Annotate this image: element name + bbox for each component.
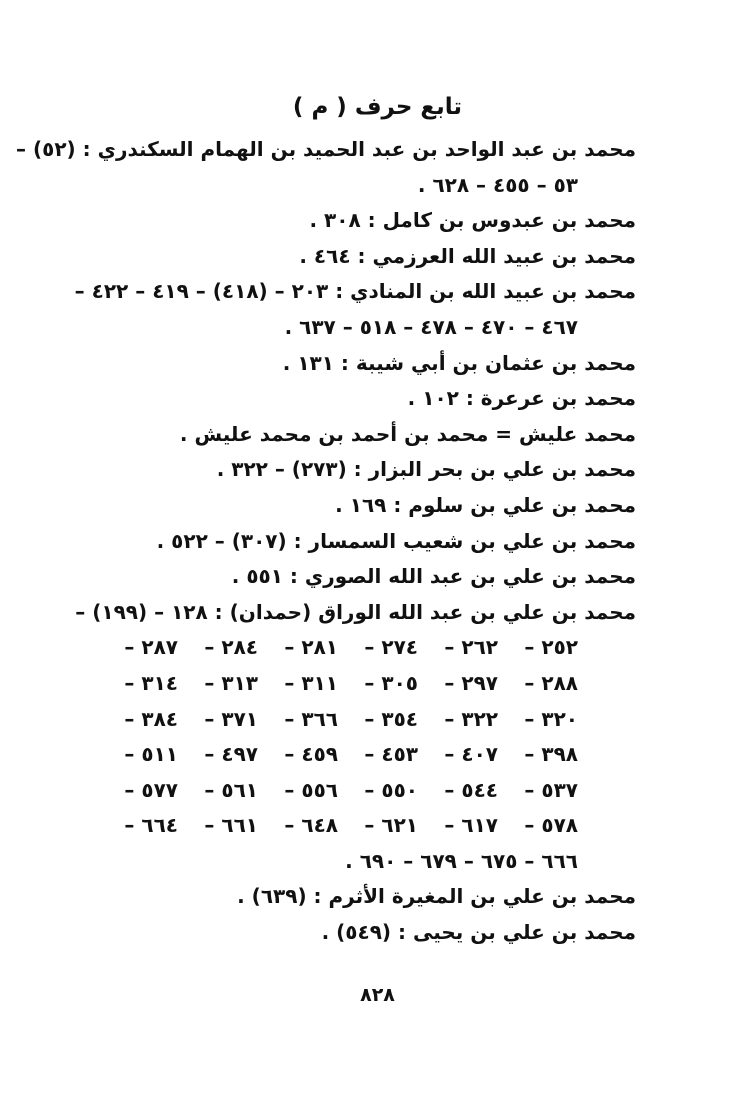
index-entry-continuation: ٥٣ – ٤٥٥ – ٦٢٨ . [417,172,578,197]
page-reference: ٥٤٤ – [444,777,498,802]
index-entry: محمد بن عبدوس بن كامل : ٣٠٨ . [309,208,636,233]
page-reference-row [96,773,636,809]
page-reference: ٦٤٨ – [284,813,338,838]
page-number: ٨٢٨ [360,984,395,1006]
page-reference: ٥٦١ – [204,777,258,802]
page-reference: ٣٦٦ – [284,706,338,731]
page-reference: ٤٥٣ – [364,742,418,767]
index-entries [16,132,636,951]
page-reference-row [96,630,636,666]
page-reference: ٣٠٥ – [364,670,418,695]
page-reference: ٦٦١ – [204,813,258,838]
page-reference: ٢٨٧ – [124,635,178,660]
index-entry-continuation: ٤٦٧ – ٤٧٠ – ٤٧٨ – ٥١٨ – ٦٣٧ . [284,314,578,339]
page-reference-row [96,808,636,844]
index-entry-continuation: ٦٦٦ – ٦٧٥ – ٦٧٩ – ٦٩٠ . [345,848,578,873]
page-reference: ٥٧٨ – [524,813,578,838]
page-reference: ٤٥٩ – [284,742,338,767]
page-reference: ٣٨٤ – [124,706,178,731]
page-reference: ٢٨٤ – [204,635,258,660]
index-entry: محمد عليش = محمد بن أحمد بن محمد عليش . [179,421,636,446]
page-reference: ٣١٤ – [124,670,178,695]
page-reference: ٢٩٧ – [444,670,498,695]
page-reference: ٣٥٤ – [364,706,418,731]
page-reference-row [96,702,636,738]
page-reference: ٣٢٠ – [524,706,578,731]
index-entry: محمد بن عبد الواحد بن عبد الحميد بن الهمام السكندري : (٥٢) – [16,137,636,161]
index-entry: محمد بن علي بن عبد الله الصوري : ٥٥١ . [231,564,636,589]
page-reference: ٦٦٤ – [124,813,178,838]
page-reference: ٥٧٧ – [124,777,178,802]
page-reference: ٢٧٤ – [364,635,418,660]
index-entry: محمد بن علي بن شعيب السمسار : (٣٠٧) – ٥٢٢ . [156,528,636,553]
page-reference: ٤٩٧ – [204,742,258,767]
page-reference-row [96,737,636,773]
index-entry: محمد بن عبيد الله العرزمي : ٤٦٤ . [299,243,636,268]
page-reference: ٤٠٧ – [444,742,498,767]
page-reference: ٦٢١ – [364,813,418,838]
index-entry: محمد بن عبيد الله بن المنادي : ٢٠٣ – (٤١٨) – ٤١٩ – ٤٢٢ – [74,279,636,304]
index-entry: محمد بن عثمان بن أبي شيبة : ١٣١ . [282,350,636,375]
page-reference: ٢٥٢ – [524,635,578,660]
section-heading: تابع حرف ( م ) [292,94,463,120]
page-reference: ٥٥٦ – [284,777,338,802]
index-entry: محمد بن علي بن عبد الله الوراق (حمدان) : ١٢٨ – (١٩٩) – [75,599,636,624]
page-reference: ٣٧١ – [204,706,258,731]
page-reference: ٥١١ – [124,742,178,767]
index-entry: محمد بن علي بن بحر البزار : (٢٧٣) – ٣٢٢ . [216,457,636,482]
page-reference: ٢٨٨ – [524,670,578,695]
page-reference: ٥٣٧ – [524,777,578,802]
page-reference: ٣١١ – [284,670,338,695]
page-reference: ٣٢٢ – [444,706,498,731]
page-reference-row [96,666,636,702]
index-entry: محمد بن علي بن سلوم : ١٦٩ . [335,492,636,517]
page-reference: ٢٨١ – [284,635,338,660]
index-entry: محمد بن علي بن المغيرة الأثرم : (٦٣٩) . [237,884,636,909]
page-reference: ٣٩٨ – [524,742,578,767]
page-reference: ٢٦٢ – [444,635,498,660]
page-reference: ٥٥٠ – [364,777,418,802]
index-entry: محمد بن عرعرة : ١٠٢ . [407,386,636,411]
page-reference: ٦١٧ – [444,813,498,838]
index-entry: محمد بن علي بن يحيى : (٥٤٩) . [321,920,636,945]
page-reference: ٣١٣ – [204,670,258,695]
